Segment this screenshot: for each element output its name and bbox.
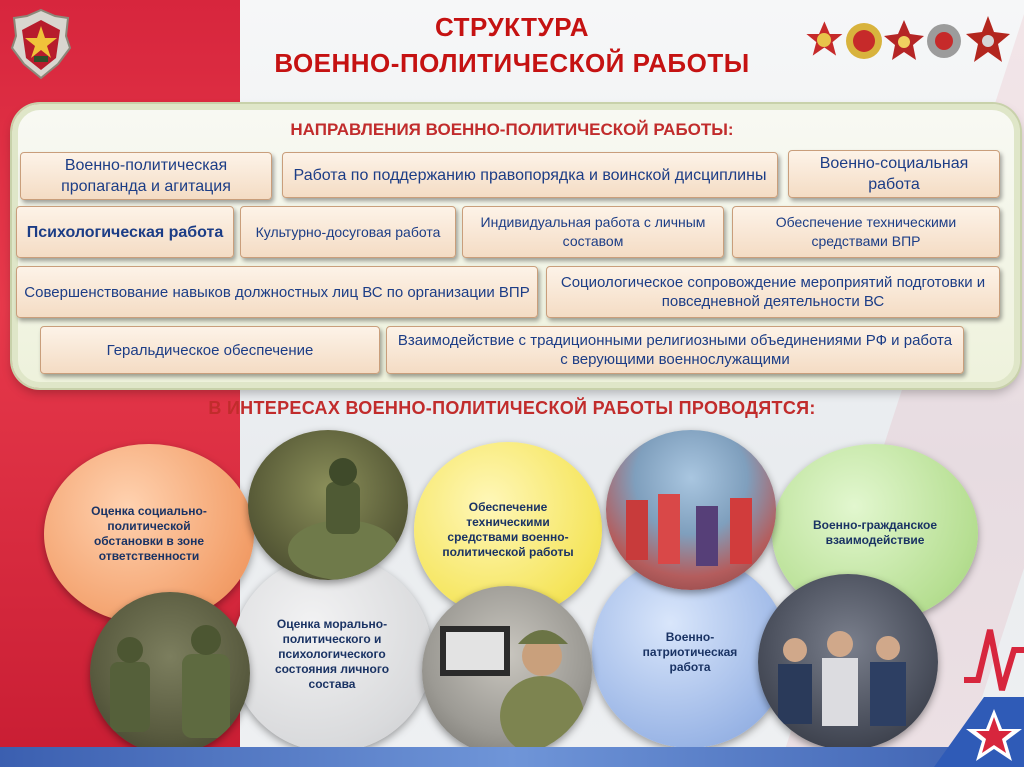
direction-box: Взаимодействие с традиционными религиозными объединениями РФ и работа с верующими военнослужащими	[386, 326, 964, 374]
direction-box: Геральдическое обеспечение	[40, 326, 380, 374]
direction-box: Работа по поддержанию правопорядка и воинской дисциплины	[282, 152, 778, 198]
direction-box: Обеспечение техническими средствами ВПР	[732, 206, 1000, 258]
activity-circle-blue: Военно-патриотическая работа	[592, 556, 788, 748]
activities-heading: В ИНТЕРЕСАХ ВОЕННО-ПОЛИТИЧЕСКОЙ РАБОТЫ ПРОВОДЯТСЯ:	[208, 398, 816, 418]
photo-soldiers-group	[90, 592, 250, 754]
direction-box: Социологическое сопровождение мероприятий подготовки и повседневной деятельности ВС	[546, 266, 1000, 318]
direction-box: Военно-политическая пропаганда и агитация	[20, 152, 272, 200]
bottom-bar	[0, 747, 1024, 767]
title-line-2: ВОЕННО-ПОЛИТИЧЕСКОЙ РАБОТЫ	[274, 48, 750, 78]
activity-circle-green: Военно-гражданское взаимодействие	[772, 444, 978, 622]
header	[0, 0, 1024, 92]
red-star-logo-icon	[914, 657, 1024, 767]
direction-box: Психологическая работа	[16, 206, 234, 258]
photo-soldier-computer	[422, 586, 592, 756]
direction-box: Индивидуальная работа с личным составом	[462, 206, 724, 258]
direction-box: Военно-социальная работа	[788, 150, 1000, 198]
direction-box: Совершенствование навыков должностных лиц ВС по организации ВПР	[16, 266, 538, 318]
activity-circle-orange: Оценка социально-политической обстановки в зоне ответственности	[44, 444, 254, 624]
directions-heading: НАПРАВЛЕНИЯ ВОЕННО-ПОЛИТИЧЕСКОЙ РАБОТЫ:	[290, 120, 734, 139]
photo-youth-parade	[606, 430, 776, 590]
order-medals-icon	[804, 12, 1014, 70]
activity-circle-yellow: Обеспечение техническими средствами военно-политической работы	[414, 442, 602, 618]
photo-soldier-field	[248, 430, 408, 580]
photo-officials-meeting	[758, 574, 938, 750]
direction-box: Культурно-досуговая работа	[240, 206, 456, 258]
activity-circle-gray: Оценка морально-политического и психологического состояния личного состава	[232, 556, 432, 752]
title-line-1: СТРУКТУРА	[434, 12, 590, 42]
